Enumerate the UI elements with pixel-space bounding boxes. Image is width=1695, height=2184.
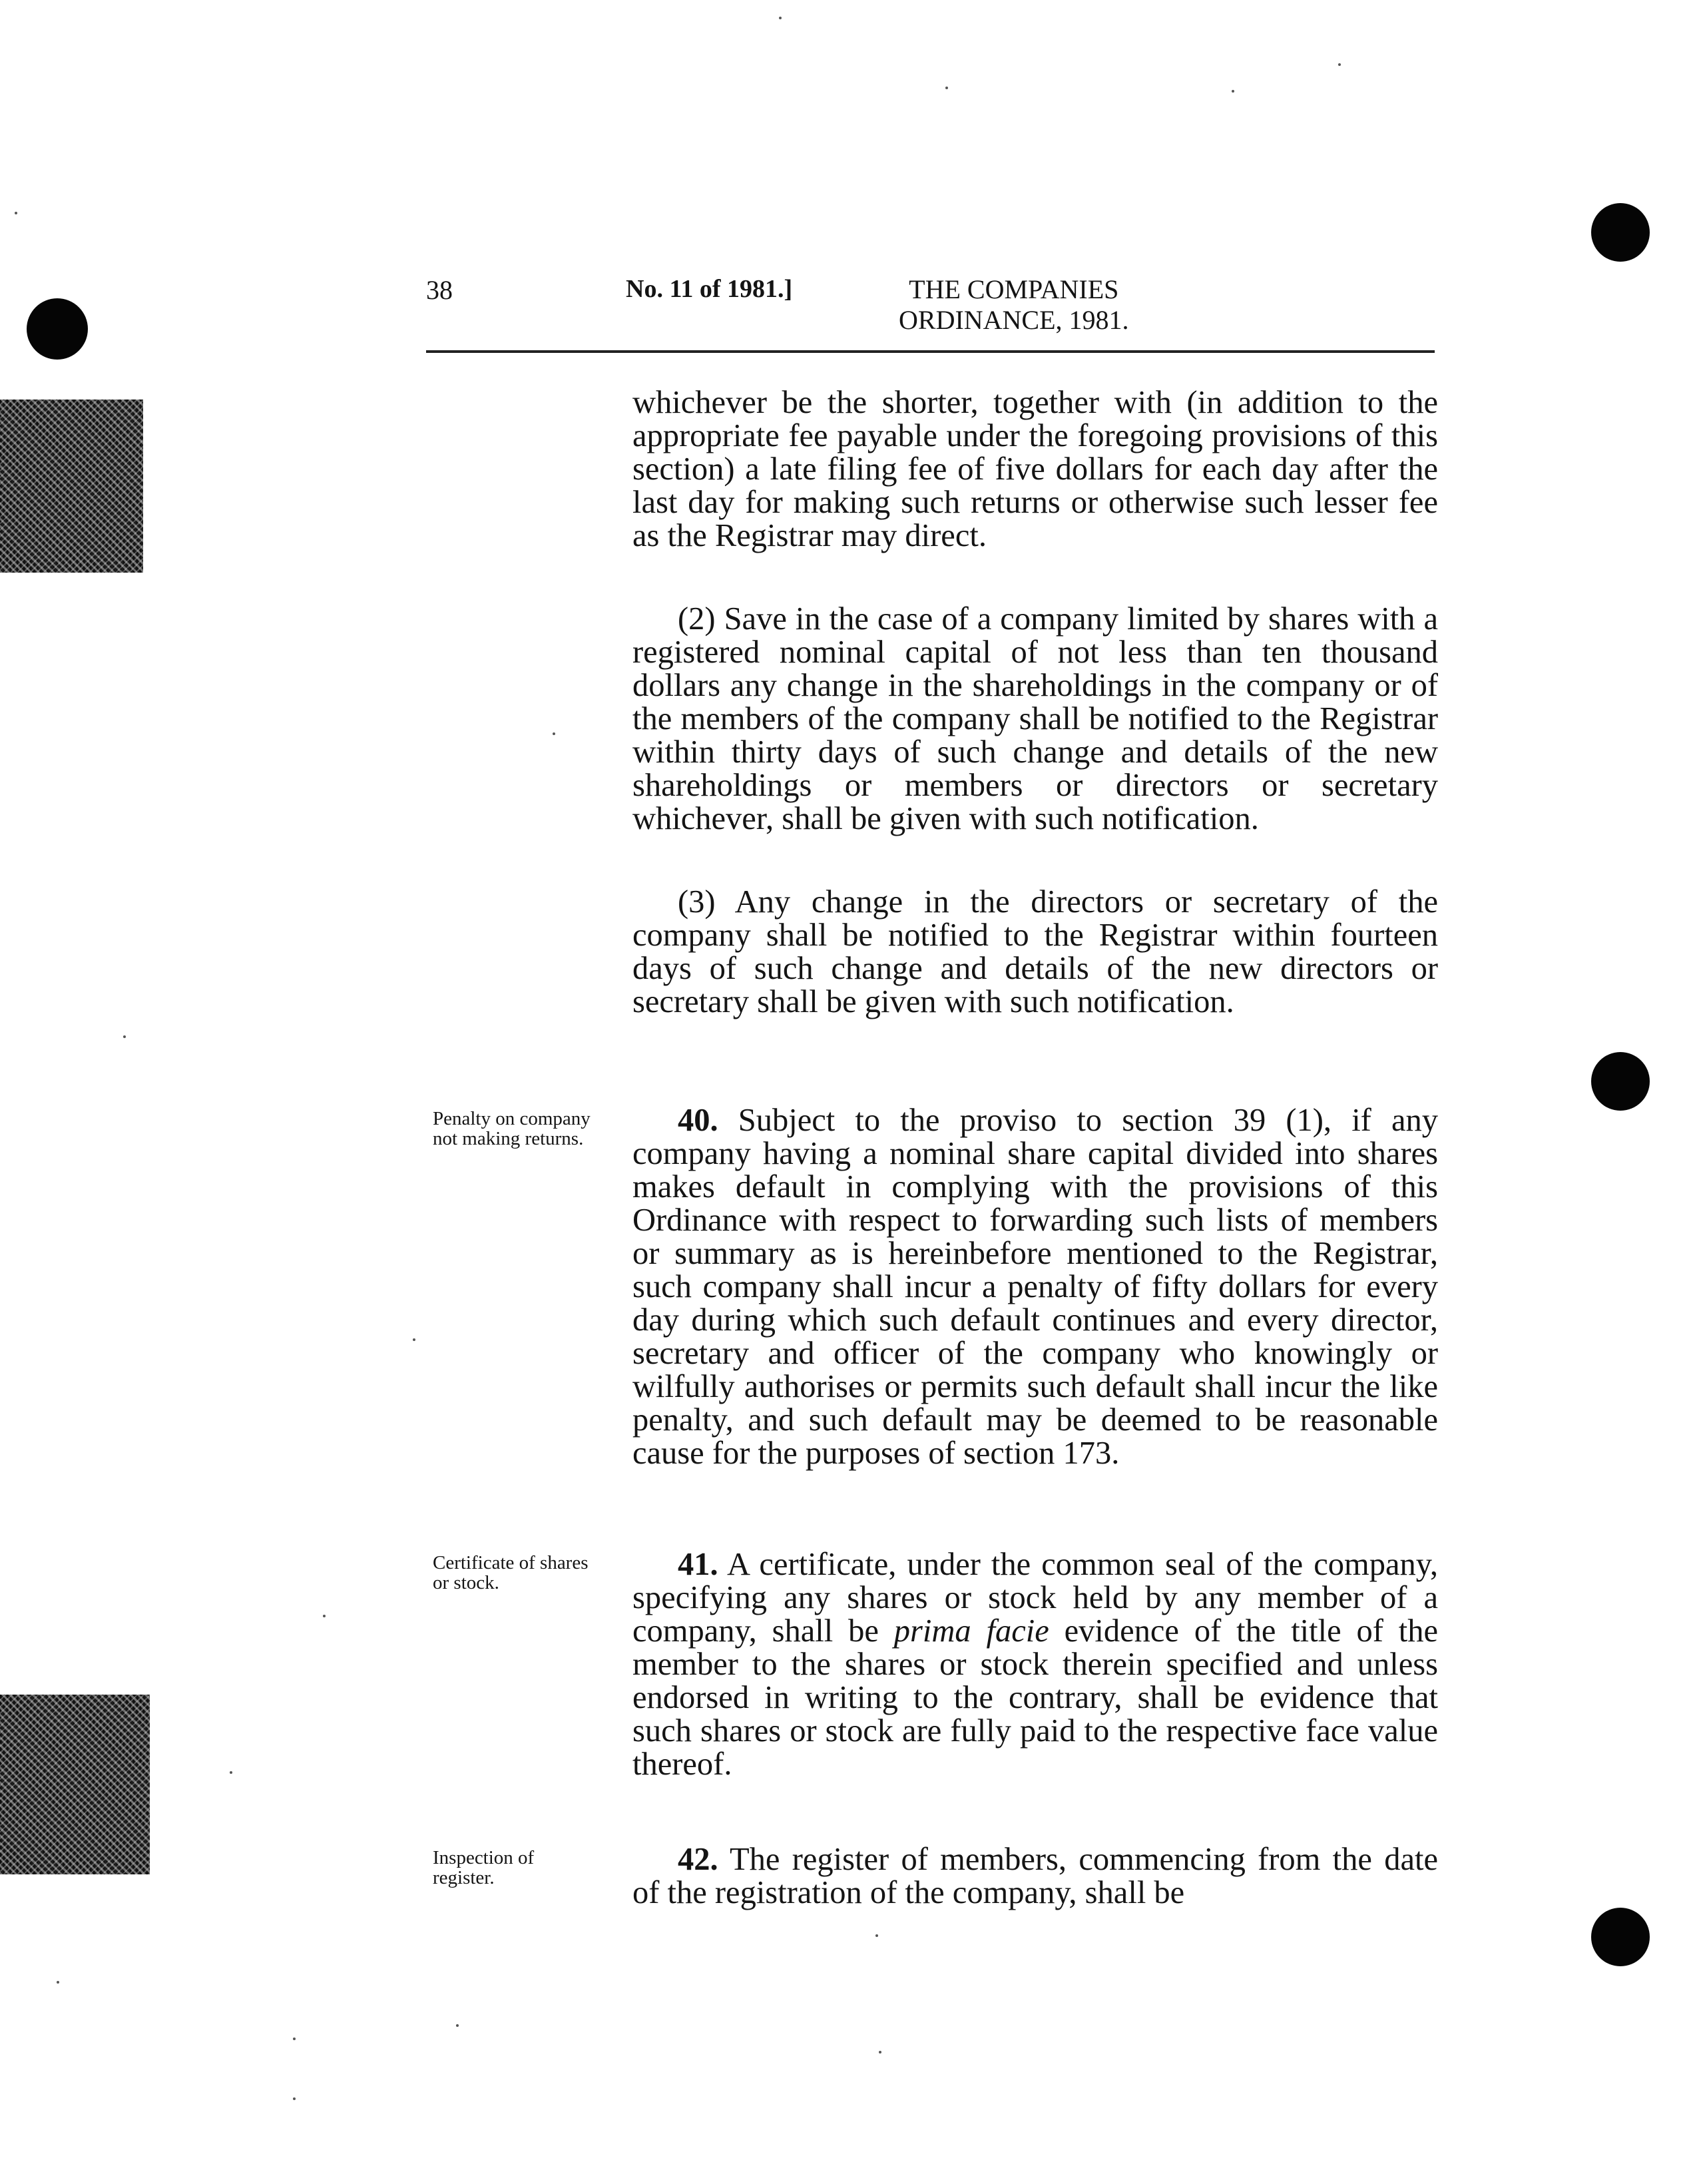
punch-hole-top-right	[1591, 203, 1650, 262]
section-41-italic: prima facie	[893, 1613, 1049, 1649]
punch-hole-top-left	[27, 298, 88, 360]
scan-speck	[1338, 63, 1341, 66]
scan-speck	[553, 732, 555, 735]
scan-speck	[230, 1771, 232, 1774]
section-41	[632, 1548, 1438, 1781]
scan-speck	[323, 1615, 326, 1617]
ordinance-number: No. 11 of 1981.]	[626, 275, 793, 303]
scan-speck	[945, 87, 948, 89]
scan-noise-patch-bottom	[0, 1695, 150, 1874]
section-42	[632, 1843, 1438, 1910]
section-40-number: 40.	[678, 1103, 718, 1138]
running-title-line-1: THE COMPANIES	[909, 274, 1119, 304]
scan-speck	[879, 2051, 881, 2053]
scan-speck	[57, 1981, 59, 1984]
scan-speck	[15, 212, 17, 214]
punch-hole-bottom-right	[1591, 1908, 1650, 1966]
continuation-paragraph: whichever be the shorter, together with (in addition to the appropriate fee payable under the foregoing provisions of this section) a late filing fee of five dollars for each day after the last day for making such returns or otherwise such lesser fee as the Registrar may direct.	[632, 385, 1438, 553]
scan-speck	[779, 17, 782, 19]
scan-speck	[1232, 90, 1234, 93]
margin-note-section-40: Penalty on company not making returns.	[433, 1108, 591, 1149]
header-rule	[426, 350, 1435, 353]
scan-speck	[123, 1035, 126, 1038]
scan-speck	[413, 1338, 415, 1341]
section-42-text: The register of members, commencing from the date of the registration of the company, shall be	[632, 1842, 1439, 1910]
scan-noise-patch-top	[0, 400, 143, 573]
scan-speck	[293, 2038, 296, 2040]
subsection-3: (3) Any change in the directors or secretary of the company shall be notified to the Registrar within fourteen days of such change and details of the new directors or secretary shall be given with such notification.	[632, 884, 1438, 1019]
scan-speck	[456, 2024, 459, 2027]
section-41-number: 41.	[678, 1547, 718, 1582]
section-40-text: Subject to the proviso to section 39 (1), if any company having a nominal share capital divided into shares makes default in complying with the provisions of this Ordinance with respect to forwarding such lists of members or summary as is hereinbefore mentioned to the Registrar, such company shall incur a penalty of fifty dollars for every day during which such default continues and every director, secretary and officer of the company who knowingly or wilfully authorises or permits such default shall incur the like penalty, and such default may be deemed to be reasonable cause for the purposes of section 173.	[632, 1103, 1439, 1471]
running-title-line-2: ORDINANCE, 1981.	[899, 305, 1129, 335]
section-42-number: 42.	[678, 1842, 718, 1877]
section-41-text-before: A certificate, under the common seal of the company, specifying any shares or stock held by any member of a company, shall be	[632, 1547, 1438, 1649]
section-41-text-after: evidence of the title of the member to the shares or stock therein specified and unless endorsed in writing to the contrary, shall be evidence that such shares or stock are fully paid to the respective face value thereof.	[632, 1613, 1439, 1782]
page-number: 38	[426, 275, 453, 305]
section-40	[632, 1104, 1438, 1470]
scan-speck	[875, 1934, 878, 1937]
running-title	[899, 274, 1129, 336]
subsection-2: (2) Save in the case of a company limited by shares with a registered nominal capital of not less than ten thousand dollars any change in the shareholdings in the company or of the members of the company shall be notified to the Registrar within thirty days of such change and details of the new shareholdings or members or directors or secretary whichever, shall be given with such notification.	[632, 601, 1438, 836]
margin-note-section-42: Inspection of register.	[433, 1847, 535, 1888]
scan-speck	[293, 2097, 296, 2100]
margin-note-section-41: Certificate of shares or stock.	[433, 1552, 589, 1593]
punch-hole-middle-right	[1591, 1052, 1650, 1111]
